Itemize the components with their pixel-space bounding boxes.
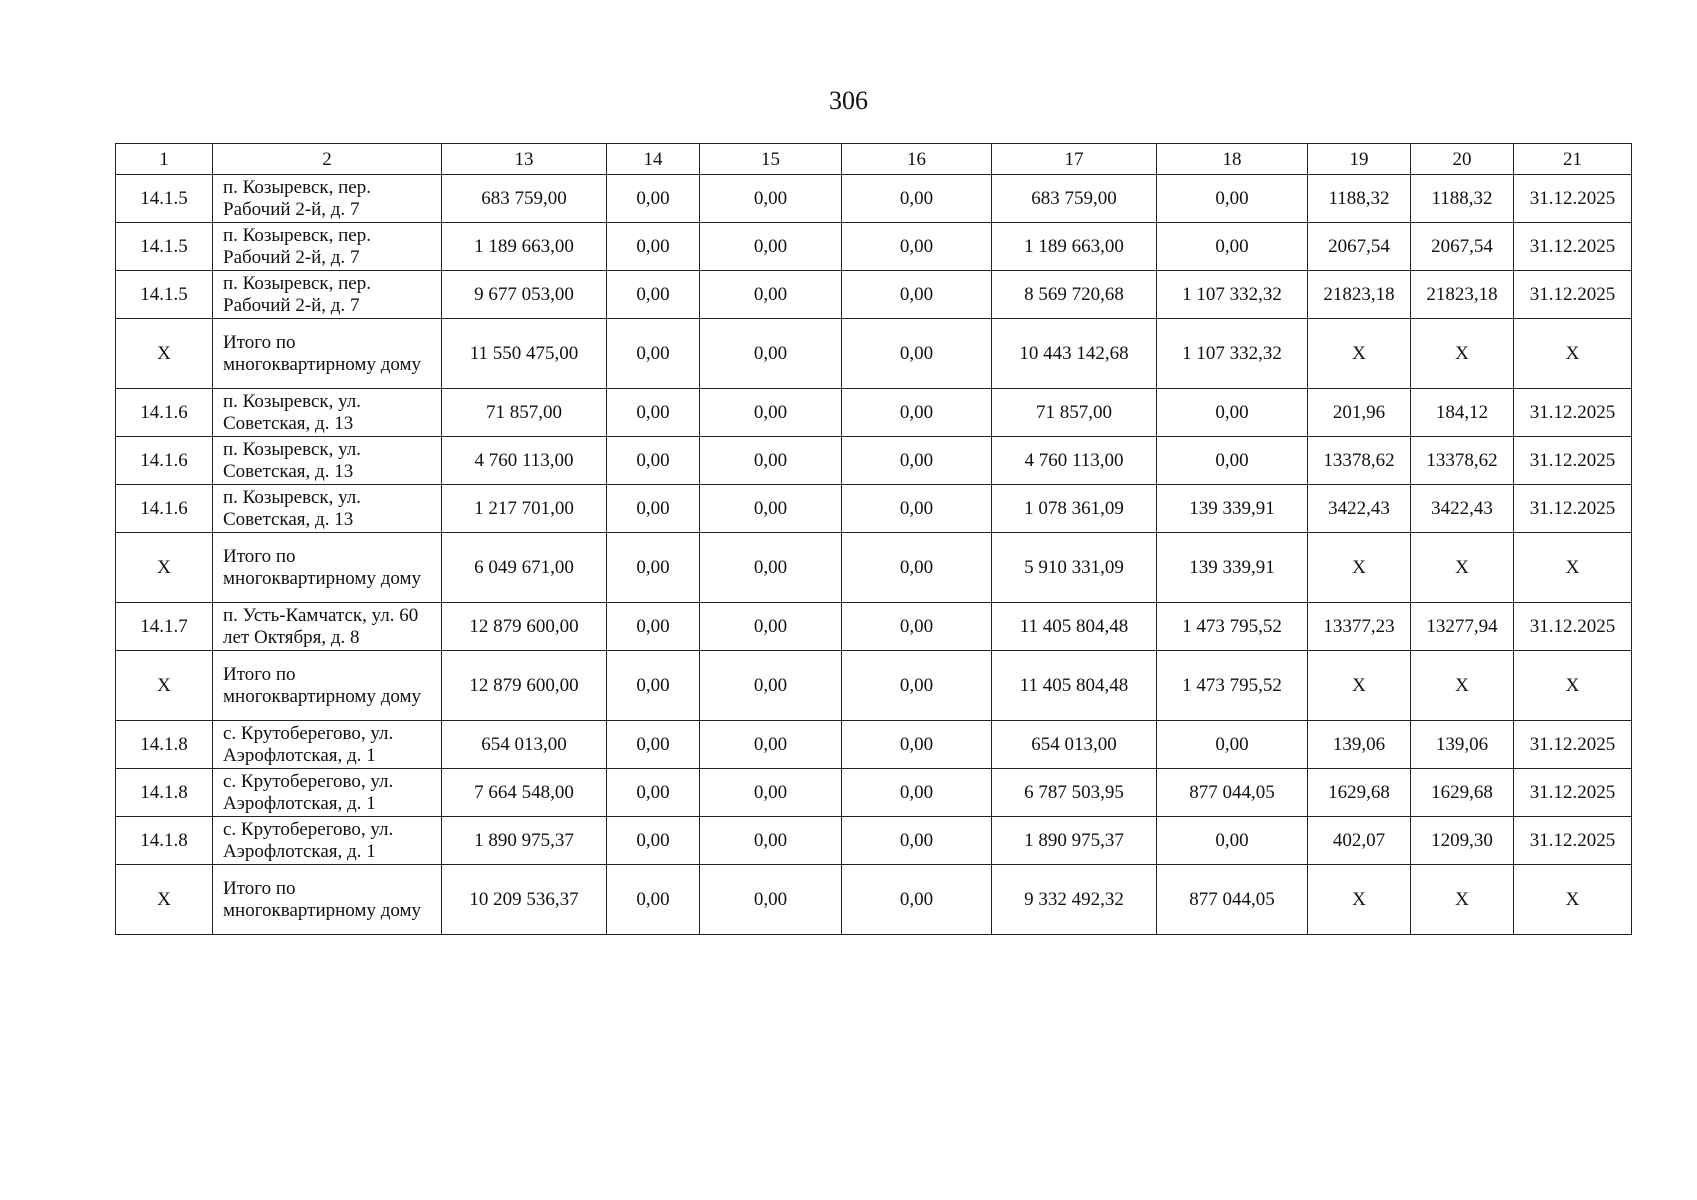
page-number: 306 — [829, 86, 868, 115]
amount-cell: 5 910 331,09 — [992, 533, 1157, 603]
table-row — [116, 175, 1632, 223]
table-row — [116, 223, 1632, 271]
address-cell: п. Козыревск, ул. Советская, д. 13 — [213, 485, 442, 533]
column-header: 1 — [116, 144, 213, 175]
amount-cell: 0,00 — [607, 319, 700, 389]
value-cell: X — [1411, 651, 1514, 721]
value-cell: 1188,32 — [1308, 175, 1411, 223]
total-row — [116, 533, 1632, 603]
amount-cell: 1 107 332,32 — [1157, 319, 1308, 389]
column-header: 16 — [842, 144, 992, 175]
amount-cell: 0,00 — [700, 865, 842, 935]
column-header: 18 — [1157, 144, 1308, 175]
value-cell: X — [1308, 533, 1411, 603]
amount-cell: 7 664 548,00 — [442, 769, 607, 817]
value-cell: 1209,30 — [1411, 817, 1514, 865]
amount-cell: 0,00 — [700, 271, 842, 319]
row-number-cell: 14.1.7 — [116, 603, 213, 651]
column-header: 21 — [1514, 144, 1632, 175]
amount-cell: 1 078 361,09 — [992, 485, 1157, 533]
amount-cell: 0,00 — [842, 485, 992, 533]
row-number-cell: 14.1.8 — [116, 721, 213, 769]
address-cell: п. Козыревск, ул. Советская, д. 13 — [213, 437, 442, 485]
total-row — [116, 865, 1632, 935]
amount-cell: 0,00 — [1157, 223, 1308, 271]
value-cell: 402,07 — [1308, 817, 1411, 865]
value-cell: X — [1411, 865, 1514, 935]
column-header: 17 — [992, 144, 1157, 175]
row-number-cell: X — [116, 865, 213, 935]
data-table — [115, 143, 1632, 935]
amount-cell: 0,00 — [607, 651, 700, 721]
amount-cell: 8 569 720,68 — [992, 271, 1157, 319]
amount-cell: 0,00 — [607, 389, 700, 437]
amount-cell: 10 443 142,68 — [992, 319, 1157, 389]
value-cell: X — [1411, 533, 1514, 603]
address-cell: п. Козыревск, ул. Советская, д. 13 — [213, 389, 442, 437]
amount-cell: 0,00 — [700, 769, 842, 817]
amount-cell: 877 044,05 — [1157, 865, 1308, 935]
amount-cell: 683 759,00 — [992, 175, 1157, 223]
amount-cell: 0,00 — [842, 721, 992, 769]
address-cell: Итого по многоквартирному дому — [213, 651, 442, 721]
value-cell: 201,96 — [1308, 389, 1411, 437]
column-header: 13 — [442, 144, 607, 175]
value-cell: X — [1308, 319, 1411, 389]
amount-cell: 1 107 332,32 — [1157, 271, 1308, 319]
column-header: 15 — [700, 144, 842, 175]
amount-cell: 9 677 053,00 — [442, 271, 607, 319]
value-cell: 21823,18 — [1411, 271, 1514, 319]
amount-cell: 0,00 — [700, 389, 842, 437]
date-cell: 31.12.2025 — [1514, 817, 1632, 865]
value-cell: 3422,43 — [1308, 485, 1411, 533]
date-cell: 31.12.2025 — [1514, 721, 1632, 769]
amount-cell: 0,00 — [842, 319, 992, 389]
address-cell: Итого по многоквартирному дому — [213, 319, 442, 389]
row-number-cell: 14.1.5 — [116, 175, 213, 223]
value-cell: 1629,68 — [1308, 769, 1411, 817]
amount-cell: 139 339,91 — [1157, 485, 1308, 533]
amount-cell: 0,00 — [700, 721, 842, 769]
value-cell: 21823,18 — [1308, 271, 1411, 319]
address-cell: с. Крутоберегово, ул. Аэрофлотская, д. 1 — [213, 721, 442, 769]
amount-cell: 0,00 — [1157, 437, 1308, 485]
amount-cell: 11 405 804,48 — [992, 603, 1157, 651]
amount-cell: 6 049 671,00 — [442, 533, 607, 603]
amount-cell: 71 857,00 — [992, 389, 1157, 437]
value-cell: 13377,23 — [1308, 603, 1411, 651]
amount-cell: 0,00 — [842, 651, 992, 721]
amount-cell: 0,00 — [700, 437, 842, 485]
amount-cell: 0,00 — [842, 271, 992, 319]
date-cell: 31.12.2025 — [1514, 485, 1632, 533]
amount-cell: 0,00 — [842, 603, 992, 651]
table-row — [116, 603, 1632, 651]
amount-cell: 683 759,00 — [442, 175, 607, 223]
amount-cell: 0,00 — [1157, 389, 1308, 437]
amount-cell: 0,00 — [842, 437, 992, 485]
column-header: 2 — [213, 144, 442, 175]
address-cell: с. Крутоберегово, ул. Аэрофлотская, д. 1 — [213, 769, 442, 817]
value-cell: 13378,62 — [1411, 437, 1514, 485]
row-number-cell: 14.1.8 — [116, 769, 213, 817]
date-cell: X — [1514, 533, 1632, 603]
amount-cell: 0,00 — [842, 817, 992, 865]
amount-cell: 0,00 — [700, 651, 842, 721]
row-number-cell: 14.1.6 — [116, 437, 213, 485]
row-number-cell: 14.1.5 — [116, 271, 213, 319]
date-cell: 31.12.2025 — [1514, 437, 1632, 485]
amount-cell: 0,00 — [607, 533, 700, 603]
amount-cell: 11 550 475,00 — [442, 319, 607, 389]
value-cell: 139,06 — [1411, 721, 1514, 769]
amount-cell: 1 473 795,52 — [1157, 603, 1308, 651]
amount-cell: 0,00 — [607, 817, 700, 865]
amount-cell: 654 013,00 — [442, 721, 607, 769]
amount-cell: 0,00 — [607, 175, 700, 223]
address-cell: Итого по многоквартирному дому — [213, 533, 442, 603]
amount-cell: 0,00 — [607, 485, 700, 533]
amount-cell: 0,00 — [1157, 175, 1308, 223]
amount-cell: 0,00 — [842, 175, 992, 223]
total-row — [116, 319, 1632, 389]
address-cell: п. Козыревск, пер. Рабочий 2-й, д. 7 — [213, 175, 442, 223]
date-cell: 31.12.2025 — [1514, 389, 1632, 437]
table-row — [116, 271, 1632, 319]
table-row — [116, 389, 1632, 437]
header-row — [116, 144, 1632, 175]
column-header: 14 — [607, 144, 700, 175]
amount-cell: 1 189 663,00 — [442, 223, 607, 271]
total-row — [116, 651, 1632, 721]
value-cell: 1188,32 — [1411, 175, 1514, 223]
amount-cell: 877 044,05 — [1157, 769, 1308, 817]
value-cell: 139,06 — [1308, 721, 1411, 769]
amount-cell: 0,00 — [700, 533, 842, 603]
table-row — [116, 817, 1632, 865]
amount-cell: 1 473 795,52 — [1157, 651, 1308, 721]
table-header — [116, 144, 1632, 175]
date-cell: 31.12.2025 — [1514, 603, 1632, 651]
value-cell: 2067,54 — [1308, 223, 1411, 271]
amount-cell: 0,00 — [842, 769, 992, 817]
amount-cell: 0,00 — [607, 721, 700, 769]
table-row — [116, 721, 1632, 769]
row-number-cell: 14.1.6 — [116, 389, 213, 437]
amount-cell: 0,00 — [842, 533, 992, 603]
amount-cell: 1 217 701,00 — [442, 485, 607, 533]
amount-cell: 4 760 113,00 — [992, 437, 1157, 485]
amount-cell: 0,00 — [700, 175, 842, 223]
row-number-cell: 14.1.8 — [116, 817, 213, 865]
amount-cell: 1 890 975,37 — [992, 817, 1157, 865]
value-cell: 1629,68 — [1411, 769, 1514, 817]
table-row — [116, 485, 1632, 533]
amount-cell: 71 857,00 — [442, 389, 607, 437]
amount-cell: 0,00 — [607, 769, 700, 817]
date-cell: X — [1514, 865, 1632, 935]
table-row — [116, 769, 1632, 817]
table-row — [116, 437, 1632, 485]
amount-cell: 10 209 536,37 — [442, 865, 607, 935]
value-cell: 184,12 — [1411, 389, 1514, 437]
address-cell: с. Крутоберегово, ул. Аэрофлотская, д. 1 — [213, 817, 442, 865]
value-cell: X — [1308, 865, 1411, 935]
amount-cell: 6 787 503,95 — [992, 769, 1157, 817]
amount-cell: 12 879 600,00 — [442, 603, 607, 651]
amount-cell: 12 879 600,00 — [442, 651, 607, 721]
amount-cell: 0,00 — [842, 865, 992, 935]
amount-cell: 11 405 804,48 — [992, 651, 1157, 721]
address-cell: п. Козыревск, пер. Рабочий 2-й, д. 7 — [213, 223, 442, 271]
amount-cell: 139 339,91 — [1157, 533, 1308, 603]
address-cell: п. Усть-Камчатск, ул. 60 лет Октября, д. 8 — [213, 603, 442, 651]
row-number-cell: 14.1.6 — [116, 485, 213, 533]
amount-cell: 0,00 — [607, 865, 700, 935]
amount-cell: 0,00 — [607, 223, 700, 271]
date-cell: 31.12.2025 — [1514, 769, 1632, 817]
amount-cell: 4 760 113,00 — [442, 437, 607, 485]
amount-cell: 654 013,00 — [992, 721, 1157, 769]
column-header: 20 — [1411, 144, 1514, 175]
date-cell: 31.12.2025 — [1514, 223, 1632, 271]
value-cell: 3422,43 — [1411, 485, 1514, 533]
table-body — [116, 175, 1632, 935]
date-cell: X — [1514, 651, 1632, 721]
date-cell: X — [1514, 319, 1632, 389]
row-number-cell: X — [116, 533, 213, 603]
amount-cell: 0,00 — [1157, 721, 1308, 769]
amount-cell: 0,00 — [842, 389, 992, 437]
amount-cell: 0,00 — [700, 319, 842, 389]
row-number-cell: X — [116, 651, 213, 721]
address-cell: Итого по многоквартирному дому — [213, 865, 442, 935]
amount-cell: 0,00 — [700, 485, 842, 533]
amount-cell: 0,00 — [607, 603, 700, 651]
date-cell: 31.12.2025 — [1514, 175, 1632, 223]
row-number-cell: 14.1.5 — [116, 223, 213, 271]
address-cell: п. Козыревск, пер. Рабочий 2-й, д. 7 — [213, 271, 442, 319]
value-cell: X — [1411, 319, 1514, 389]
amount-cell: 0,00 — [700, 817, 842, 865]
value-cell: 2067,54 — [1411, 223, 1514, 271]
row-number-cell: X — [116, 319, 213, 389]
amount-cell: 0,00 — [607, 271, 700, 319]
amount-cell: 0,00 — [700, 603, 842, 651]
amount-cell: 0,00 — [607, 437, 700, 485]
amount-cell: 0,00 — [1157, 817, 1308, 865]
value-cell: X — [1308, 651, 1411, 721]
value-cell: 13277,94 — [1411, 603, 1514, 651]
date-cell: 31.12.2025 — [1514, 271, 1632, 319]
amount-cell: 1 189 663,00 — [992, 223, 1157, 271]
amount-cell: 9 332 492,32 — [992, 865, 1157, 935]
column-header: 19 — [1308, 144, 1411, 175]
value-cell: 13378,62 — [1308, 437, 1411, 485]
amount-cell: 0,00 — [842, 223, 992, 271]
amount-cell: 1 890 975,37 — [442, 817, 607, 865]
amount-cell: 0,00 — [700, 223, 842, 271]
